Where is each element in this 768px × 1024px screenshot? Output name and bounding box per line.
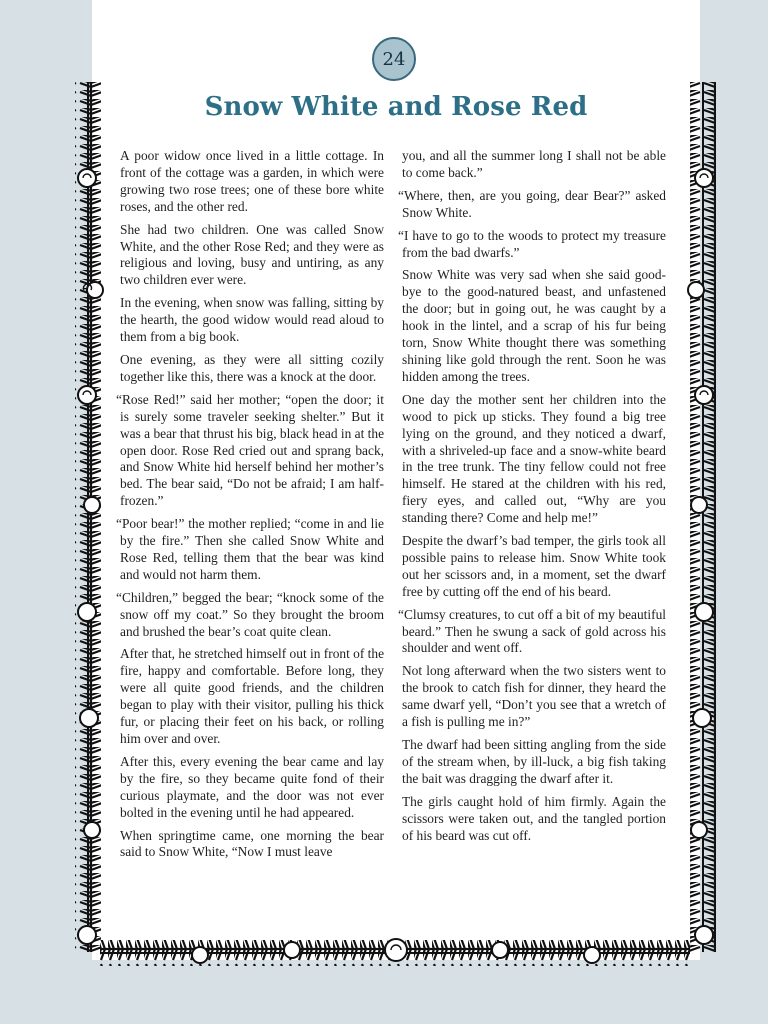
paragraph: After this, every evening the bear came and lay by the fire, so they became quite fond of their curious playmate, and the door was not ever bolted in the evening until he had appeared. (120, 753, 384, 820)
paragraph: “Clumsy creatures, to cut off a bit of my beautiful beard.” Then he swung a sack of gold across his shoulder and went off. (398, 606, 666, 656)
rose-icon (78, 386, 96, 404)
paragraph: The dwarf had been sitting angling from the side of the stream when, by ill-luck, a big fish taking the bait was dragging the dwarf after it. (402, 737, 666, 786)
paragraph: you, and all the summer long I shall not be able to come back.” (402, 148, 666, 180)
right-column (398, 148, 666, 850)
paragraph: The girls caught hold of him firmly. Again the scissors were taken out, and the tangled portion of his beard was cut off. (402, 793, 666, 843)
left-garland (75, 82, 101, 952)
rose-icon (80, 709, 98, 727)
rose-icon (695, 386, 713, 404)
paragraph: One evening, as they were all sitting cozily together like this, there was a knock at the door. (120, 351, 384, 384)
rose-icon (688, 282, 704, 298)
paragraph: Not long afterward when the two sisters went to the brook to catch fish for dinner, they heard the same dwarf yell, “Don’t you see that a wretch of a fish is pulling me in?” (402, 663, 666, 730)
rose-icon (84, 497, 100, 513)
rose-icon (192, 947, 208, 963)
rose-icon (78, 169, 96, 187)
rose-icon (492, 942, 508, 958)
paragraph: Snow White was very sad when she said good-bye to the good-natured beast, and unfastened the door; but in going out, he was caught by a hook in the lintel, and a scrap of his fur being torn, Snow White thought there was something shining like gold through the rent. Soon he was hidden among the trees. (402, 267, 666, 384)
paragraph: “Children,” begged the bear; “knock some of the snow off my coat.” So they brought the broom and brushed the bear’s coat quite clean. (116, 589, 384, 639)
rose-icon (695, 169, 713, 187)
paragraph: Despite the dwarf’s bad temper, the girls took all possible pains to release him. Snow White took out her scissors and, in a moment, set the dwarf free by cutting off the end of his beard. (402, 533, 666, 599)
paragraph: In the evening, when snow was falling, sitting by the hearth, the good widow would read aloud to them from a big book. (120, 295, 384, 345)
page-number: 24 (382, 48, 406, 70)
rose-icon (284, 942, 300, 958)
rose-icon (84, 822, 100, 838)
paragraph: When springtime came, one morning the bear said to Snow White, “Now I must leave (120, 827, 384, 860)
rose-icon (78, 926, 96, 944)
rose-icon (78, 603, 96, 621)
rose-icon (691, 822, 707, 838)
page-number-badge (372, 37, 416, 81)
paragraph: A poor widow once lived in a little cottage. In front of the cottage was a garden, in which were growing two rose trees; one of these bore white roses, and the other red. (120, 148, 384, 214)
paragraph: “Where, then, are you going, dear Bear?” asked Snow White. (398, 187, 666, 220)
paragraph: “Rose Red!” said her mother; “open the door; it is surely some traveler seeking shelter.” But it was a bear that thrust his big, black head in at the open door. Rose Red cried out and sprang back, and Snow White hid herself behind her mother’s bed. The bear said, “Do not be afraid; I am half-frozen.” (116, 391, 385, 509)
rose-icon (584, 947, 600, 963)
rose-icon (693, 709, 711, 727)
right-garland (690, 82, 716, 952)
paragraph: “I have to go to the woods to protect my treasure from the bad dwarfs.” (398, 227, 666, 260)
rose-icon (695, 926, 713, 944)
paragraph: After that, he stretched himself out in front of the fire, happy and comfortable. Before long, they were all quite good friends, and the children began to play with their visitor, pulling his thick fur, or placing their feet on his back, or rolling him over and over. (120, 646, 385, 746)
paragraph: One day the mother sent her children into the wood to pick up sticks. They found a big tree lying on the ground, and they noticed a dwarf, with a shriveled-up face and a snow-white beard in the tree trunk. The tiny fellow could not free himself. He stared at the children with his red, fiery eyes, and called out, “Why are you standing there? Come and help me!” (402, 391, 666, 526)
rose-icon (385, 939, 407, 961)
page-title: Snow White and Rose Red (204, 92, 588, 122)
paragraph: “Poor bear!” the mother replied; “come in and lie by the fire.” Then she called Snow White and Rose Red, telling them that the bear was kind and would not harm them. (116, 516, 384, 582)
paragraph: She had two children. One was called Snow White, and the other Rose Red; and they were as religious and loving, busy and untiring, as any two children ever were. (120, 221, 384, 288)
rose-icon (695, 603, 713, 621)
left-column (116, 148, 385, 867)
rose-icon (691, 497, 707, 513)
